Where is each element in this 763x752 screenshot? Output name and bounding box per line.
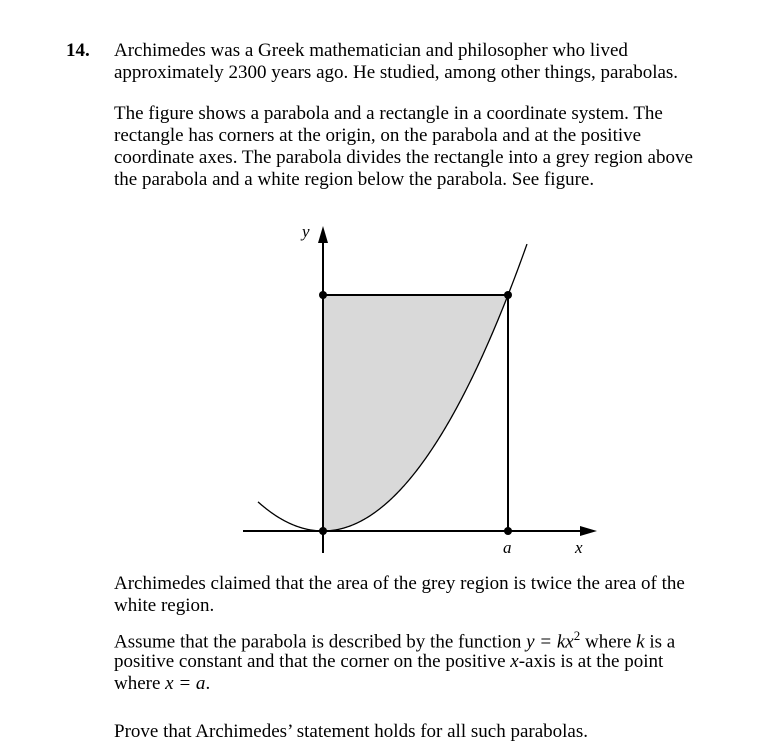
problem-number: 14. (66, 40, 90, 61)
equation: x = a (165, 673, 206, 694)
text: is a (644, 631, 676, 653)
assume-line (114, 625, 675, 653)
point-parabola-corner (504, 291, 512, 299)
point-a (504, 527, 512, 535)
intro-line: approximately 2300 years ago. He studied, among other things, parabolas. (114, 62, 679, 83)
text: . (205, 673, 211, 694)
y-axis-arrow (318, 226, 328, 243)
task-line: Prove that Archimedes’ statement holds for all such parabolas. (114, 721, 588, 742)
figure-desc-line: The figure shows a parabola and a rectangle in a coordinate system. The (114, 103, 663, 124)
equation: y = kx (526, 631, 574, 653)
figure-desc-line: rectangle has corners at the origin, on the parabola and at the positive (114, 125, 642, 146)
a-label: a (503, 538, 512, 557)
claim-line: Archimedes claimed that the area of the grey region is twice the area of the (114, 573, 685, 594)
point-y-corner (319, 291, 327, 299)
text: positive constant and that the corner on the positive (114, 651, 511, 672)
grey-region (323, 295, 508, 531)
claim-line: white region. (114, 595, 215, 616)
assume-line (114, 651, 663, 673)
text: Assume that the parabola is described by the function (114, 631, 527, 653)
text: where (114, 673, 166, 694)
assume-line (114, 673, 210, 695)
x-axis-label: x (575, 538, 583, 557)
text: -axis is at the point (518, 651, 664, 672)
x-axis-arrow (580, 526, 597, 536)
intro-line: Archimedes was a Greek mathematician and philosopher who lived (114, 40, 628, 61)
figure-desc-line: coordinate axes. The parabola divides the rectangle into a grey region above (114, 147, 693, 168)
figure-desc-line: the parabola and a white region below the parabola. See figure. (114, 169, 595, 190)
y-axis-label: y (302, 222, 310, 241)
exponent: 2 (573, 628, 581, 643)
variable-x: x (510, 651, 519, 672)
text: where (580, 631, 637, 653)
variable-k: k (636, 631, 645, 653)
point-origin (319, 527, 327, 535)
